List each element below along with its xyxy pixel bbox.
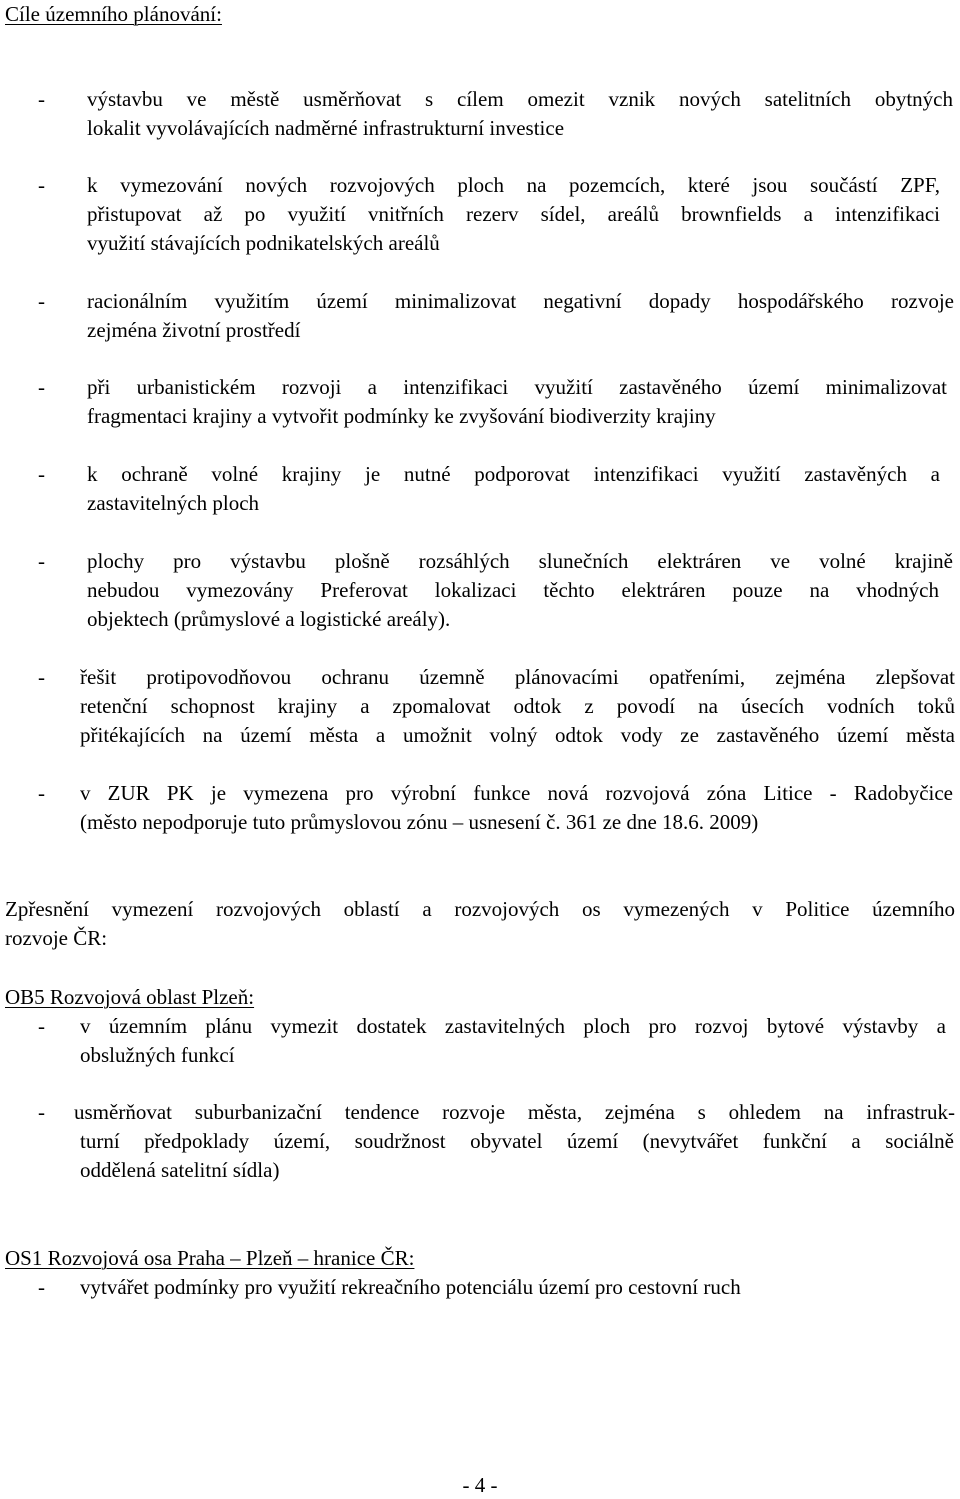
bullet-dash: - bbox=[38, 665, 45, 689]
goals-heading: Cíle územního plánování: bbox=[5, 2, 222, 26]
goal-1-line-2: lokalit vyvolávajících nadměrné infrastrukturní investice bbox=[87, 116, 565, 140]
bullet-dash: - bbox=[38, 87, 45, 111]
goal-6-line-3: objektech (průmyslové a logistické areály). bbox=[87, 607, 451, 631]
goal-8-line-1: v ZUR PK je vymezena pro výrobní funkce nová rozvojová zóna Litice - Radobyčice bbox=[80, 781, 953, 805]
bullet-dash: - bbox=[38, 375, 45, 399]
goal-2-line-1: k vymezování nových rozvojových ploch na pozemcích, které jsou součástí ZPF, bbox=[87, 173, 940, 197]
goal-5-line-1: k ochraně volné krajiny je nutné podporovat intenzifikaci využití zastavěných a bbox=[87, 462, 940, 486]
page-number: - 4 - bbox=[462, 1473, 498, 1497]
goal-8-line-2: (město nepodporuje tuto průmyslovou zónu – usnesení č. 361 ze dne 18.6. 2009) bbox=[80, 810, 759, 834]
bullet-dash: - bbox=[38, 462, 45, 486]
bullet-dash: - bbox=[38, 1275, 45, 1299]
ob5-heading: OB5 Rozvojová oblast Plzeň: bbox=[5, 985, 255, 1009]
bullet-dash: - bbox=[38, 781, 45, 805]
bullet-dash: - bbox=[38, 173, 45, 197]
goal-1-line-1: výstavbu ve městě usměrňovat s cílem omezit vznik nových satelitních obytných bbox=[87, 87, 953, 111]
goal-7-line-1: řešit protipovodňovou ochranu územně plánovacími opatřeními, zejména zlepšovat bbox=[80, 665, 955, 689]
os1-item-1-line-1: vytvářet podmínky pro využití rekreačního potenciálu území pro cestovní ruch bbox=[80, 1275, 741, 1299]
ob5-item-2-line-1: usměrňovat suburbanizační tendence rozvoje města, zejména s ohledem na infrastruk- bbox=[74, 1100, 955, 1124]
goal-7-line-2: retenční schopnost krajiny a zpomalovat odtok z povodí na úsecích vodních toků bbox=[80, 694, 955, 718]
goal-4-line-2: fragmentaci krajiny a vytvořit podmínky ke zvyšování biodiverzity krajiny bbox=[87, 404, 716, 428]
goal-3-line-2: zejména životní prostředí bbox=[87, 318, 301, 342]
goal-2-line-3: využití stávajících podnikatelských areálů bbox=[87, 231, 440, 255]
goal-2-line-2: přistupovat až po využití vnitřních rezerv sídel, areálů brownfields a intenzifikaci bbox=[87, 202, 940, 226]
goal-5-line-2: zastavitelných ploch bbox=[87, 491, 260, 515]
bullet-dash: - bbox=[38, 549, 45, 573]
bullet-dash: - bbox=[38, 289, 45, 313]
bullet-dash: - bbox=[38, 1100, 45, 1124]
ob5-item-2-line-2: turní předpoklady území, soudržnost obyvatel území (nevytvářet funkční a sociálně bbox=[80, 1129, 954, 1153]
ob5-item-1-line-1: v územním plánu vymezit dostatek zastavitelných ploch pro rozvoj bytové výstavby a bbox=[80, 1014, 946, 1038]
ob5-item-1-line-2: obslužných funkcí bbox=[80, 1043, 235, 1067]
refinement-heading-line-1: Zpřesnění vymezení rozvojových oblastí a rozvojových os vymezených v Politice územního bbox=[5, 897, 955, 921]
bullet-dash: - bbox=[38, 1014, 45, 1038]
goal-7-line-3: přitékajících na území města a umožnit volný odtok vody ze zastavěného území města bbox=[80, 723, 955, 747]
goal-6-line-2: nebudou vymezovány Preferovat lokalizaci těchto elektráren pouze na vhodných bbox=[87, 578, 939, 602]
goal-3-line-1: racionálním využitím území minimalizovat negativní dopady hospodářského rozvoje bbox=[87, 289, 954, 313]
refinement-heading-line-2: rozvoje ČR: bbox=[5, 926, 108, 950]
ob5-item-2-line-3: oddělená satelitní sídla) bbox=[80, 1158, 280, 1182]
goal-6-line-1: plochy pro výstavbu plošně rozsáhlých slunečních elektráren ve volné krajině bbox=[87, 549, 953, 573]
os1-heading: OS1 Rozvojová osa Praha – Plzeň – hranice ČR: bbox=[5, 1246, 415, 1270]
goal-4-line-1: při urbanistickém rozvoji a intenzifikaci využití zastavěného území minimalizovat bbox=[87, 375, 947, 399]
